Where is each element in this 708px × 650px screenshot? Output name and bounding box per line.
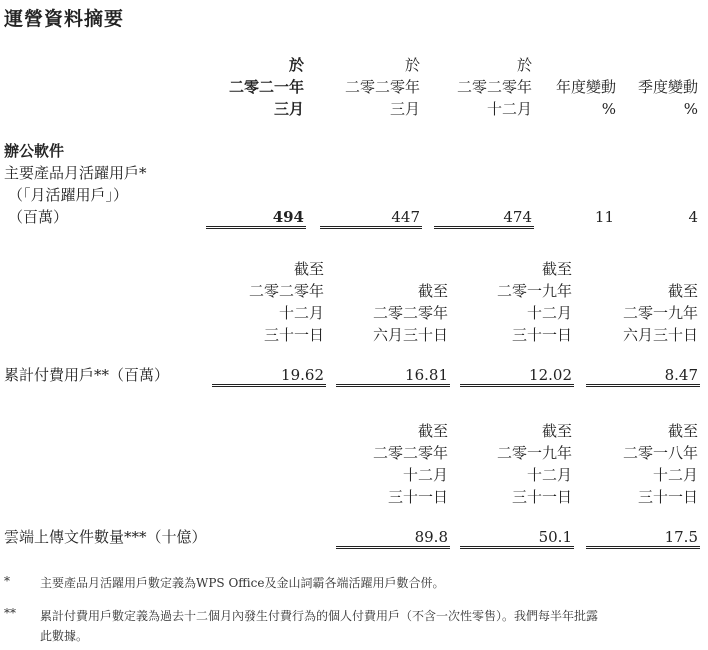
- t2-header-col1: 截至 二零二零年 十二月 三十一日: [248, 260, 324, 344]
- page-title: 運營資料摘要: [4, 8, 125, 30]
- t1-header-col2: 於 二零二零年 三月: [344, 56, 420, 118]
- t1-header-col4: 年度變動 %: [555, 78, 616, 118]
- footnote-marker-1: *: [4, 574, 10, 588]
- t1-value-2020-mar: 447: [391, 208, 420, 226]
- t1-header-col3: 於 二零二零年 十二月: [456, 56, 532, 118]
- t3-header-col3: 截至 二零一八年 十二月 三十一日: [622, 422, 698, 506]
- t2-value-2019-dec: 12.02: [529, 366, 572, 384]
- t1-double-rule-3: [434, 226, 534, 229]
- t3-double-rule-2: [460, 546, 574, 549]
- t2-row-label: 累計付費用戶**（百萬）: [4, 366, 170, 384]
- t3-double-rule-1: [336, 546, 450, 549]
- t3-value-2020-dec: 89.8: [414, 528, 448, 546]
- t2-header-col4: 截至 二零一九年 六月三十日: [622, 282, 698, 344]
- t1-row-label-line3: （百萬）: [8, 208, 69, 226]
- t3-row-label: 雲端上傳文件數量***（十億）: [4, 528, 207, 546]
- t2-value-2020-jun: 16.81: [405, 366, 448, 384]
- t2-double-rule-2: [336, 384, 450, 387]
- t2-header-col3: 截至 二零一九年 十二月 三十一日: [496, 260, 572, 344]
- t3-header-col2: 截至 二零一九年 十二月 三十一日: [496, 422, 572, 506]
- t2-double-rule-4: [586, 384, 700, 387]
- t1-value-2021-mar: 494: [272, 208, 304, 226]
- t1-section-label: 辦公軟件: [4, 142, 65, 160]
- t3-value-2019-dec: 50.1: [538, 528, 572, 546]
- footnote-text-2: 累計付費用戶數定義為過去十二個月內發生付費行為的個人付費用戶（不含一次性零售）。我們每半年批露 此數據。: [40, 609, 599, 643]
- t2-value-2020-dec: 19.62: [281, 366, 324, 384]
- footnote-marker-2: **: [4, 606, 16, 620]
- t1-value-2020-dec: 474: [503, 208, 532, 226]
- t1-row-label-line2: （「月活躍用戶」）: [8, 186, 129, 204]
- t2-header-col2: 截至 二零二零年 六月三十日: [372, 282, 448, 344]
- t1-value-yoy: 11: [594, 208, 614, 226]
- t1-row-label-line1: 主要產品月活躍用戶*: [4, 164, 147, 182]
- t1-value-qoq: 4: [688, 208, 698, 226]
- t3-value-2018-dec: 17.5: [664, 528, 698, 546]
- t2-double-rule-1: [212, 384, 326, 387]
- t2-value-2019-jun: 8.47: [664, 366, 698, 384]
- footnote-text-1: 主要產品月活躍用戶數定義為WPS Office及金山詞霸各端活躍用戶數合併。: [40, 576, 445, 590]
- t3-header-col1: 截至 二零二零年 十二月 三十一日: [372, 422, 448, 506]
- t1-header-col1: 於 二零二一年 三月: [228, 56, 304, 118]
- t2-double-rule-3: [460, 384, 574, 387]
- t1-header-col5: 季度變動 %: [637, 78, 698, 118]
- t3-double-rule-3: [586, 546, 700, 549]
- t1-double-rule-2: [320, 226, 422, 229]
- t1-double-rule-1: [206, 226, 306, 229]
